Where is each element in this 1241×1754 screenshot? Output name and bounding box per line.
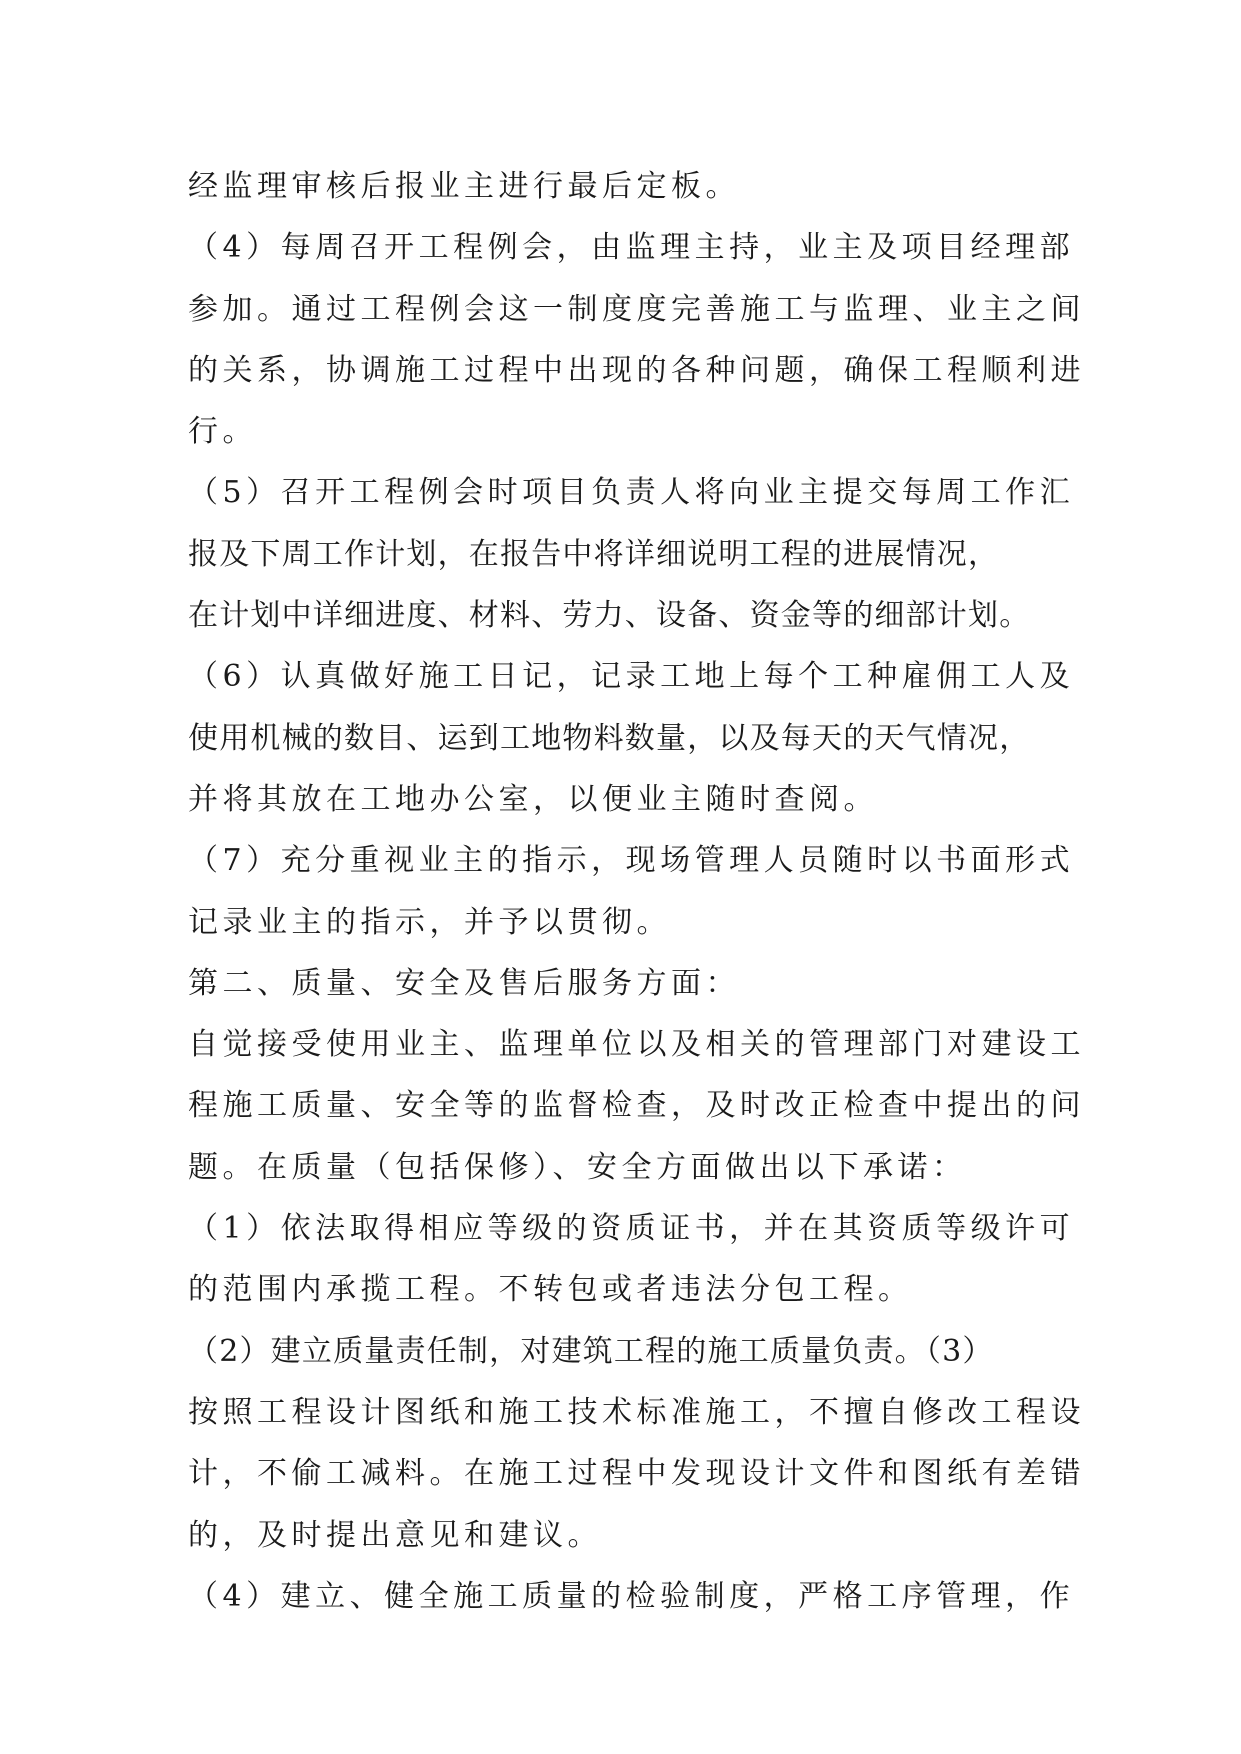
text-line: （1）依法取得相应等级的资质证书，并在其资质等级许可 (188, 1211, 1075, 1247)
text-line: （4）每周召开工程例会，由监理主持，业主及项目经理部 (188, 230, 1075, 266)
text-line: 报及下周工作计划，在报告中将详细说明工程的进展情况， (188, 536, 1000, 572)
text-line: 参加。通过工程例会这一制度度完善施工与监理、业主之间 (188, 291, 1085, 327)
text-line: （2）建立质量责任制，对建筑工程的施工质量负责。（3） (188, 1333, 994, 1369)
text-line: 使用机械的数目、运到工地物料数量，以及每天的天气情况， (188, 720, 1031, 756)
text-line: 程施工质量、安全等的监督检查，及时改正检查中提出的问 (188, 1088, 1085, 1124)
text-line: （5）召开工程例会时项目负责人将向业主提交每周工作汇 (188, 475, 1075, 511)
body-text (188, 156, 1085, 1627)
text-line: 自觉接受使用业主、监理单位以及相关的管理部门对建设工 (188, 1027, 1085, 1063)
text-line: 的范围内承揽工程。不转包或者违法分包工程。 (188, 1272, 913, 1308)
text-line: 记录业主的指示，并予以贯彻。 (188, 904, 671, 940)
text-line: 并将其放在工地办公室，以便业主随时查阅。 (188, 781, 878, 817)
text-line: 的，及时提出意见和建议。 (188, 1517, 602, 1553)
text-line: 经监理审核后报业主进行最后定板。 (188, 169, 740, 204)
text-line: 计，不偷工减料。在施工过程中发现设计文件和图纸有差错 (188, 1456, 1085, 1492)
text-line: （6）认真做好施工日记，记录工地上每个工种雇佣工人及 (188, 659, 1075, 695)
text-line: 在计划中详细进度、材料、劳力、设备、资金等的细部计划。 (188, 598, 1031, 634)
text-line: 行。 (188, 414, 257, 450)
text-line: 的关系，协调施工过程中出现的各种问题，确保工程顺利进 (188, 352, 1085, 388)
text-line: 题。在质量（包括保修）、安全方面做出以下承诺： (188, 1149, 967, 1185)
section-heading: 第二、质量、安全及售后服务方面： (188, 965, 740, 1001)
text-line: （7）充分重视业主的指示，现场管理人员随时以书面形式 (188, 843, 1075, 879)
text-line: 按照工程设计图纸和施工技术标准施工，不擅自修改工程设 (188, 1394, 1085, 1430)
text-line: （4）建立、健全施工质量的检验制度，严格工序管理，作 (188, 1578, 1075, 1614)
